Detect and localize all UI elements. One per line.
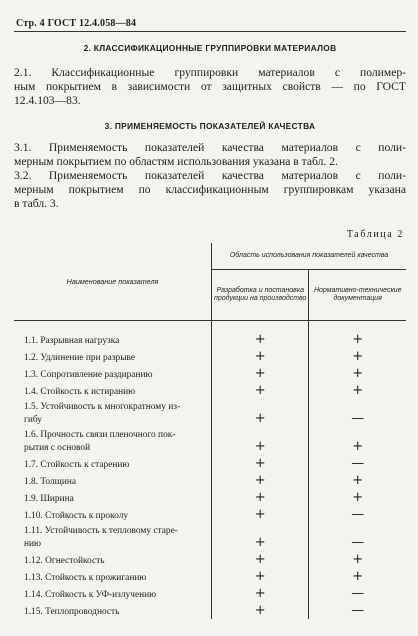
- section-3-title: 3. ПРИМЕНЯЕМОСТЬ ПОКАЗАТЕЛЕЙ КАЧЕСТВА: [104, 121, 316, 131]
- indicator-name-line: 1.10. Стойкость к проколу: [24, 511, 129, 521]
- normative-mark: —: [351, 535, 365, 550]
- indicator-name-line: 1.6. Прочность связи пленочного пок-: [24, 430, 176, 440]
- indicator-name: [14, 523, 212, 551]
- table-caption: Таблица 2: [346, 229, 404, 240]
- normative-mark: —: [351, 586, 365, 601]
- paragraph-line: 3.1. Применяемость показателей качества материалов с поли-: [14, 141, 406, 154]
- table-row: [14, 399, 406, 427]
- table-row: [14, 523, 406, 551]
- indicator-name-line: 1.5. Устойчивость к многократному из-: [24, 402, 181, 412]
- indicator-name: [14, 585, 212, 602]
- indicator-name: [14, 455, 212, 472]
- table-row: [14, 602, 406, 619]
- indicator-name: [14, 348, 212, 365]
- indicator-name-line: 1.7. Стойкость к старению: [24, 460, 130, 470]
- table-row: [14, 568, 406, 585]
- table-row: [14, 365, 406, 382]
- paragraph-line: ным покрытием в зависимости от защитных свойств — по ГОСТ: [14, 80, 406, 93]
- normative-mark: +: [352, 332, 364, 347]
- paragraph-line: в табл. 3.: [14, 197, 59, 210]
- normative-mark: —: [351, 411, 365, 426]
- development-mark: +: [212, 523, 309, 551]
- indicator-name-line: 1.14. Стойкость к УФ-излучению: [24, 590, 157, 600]
- table-row: [14, 585, 406, 602]
- development-mark: +: [212, 455, 309, 472]
- indicator-name: [14, 568, 212, 585]
- column-header-normative: Нормативно-технические документация: [309, 270, 406, 321]
- table-row: [14, 348, 406, 365]
- normative-mark: —: [351, 603, 365, 618]
- development-mark: +: [212, 427, 309, 455]
- normative-mark: +: [352, 383, 364, 398]
- column-header-name: Наименование показателя: [14, 243, 212, 321]
- development-mark: +: [212, 551, 309, 568]
- development-mark: +: [212, 348, 309, 365]
- paragraph-2-1: [14, 66, 406, 108]
- page-header: Стр. 4 ГОСТ 12.4.058—84: [16, 18, 137, 29]
- indicator-name: [14, 551, 212, 568]
- normative-mark: +: [352, 439, 364, 454]
- paragraph-line: 2.1. Классификационные группировки материалов с полимер-: [14, 66, 406, 79]
- applicability-table: [14, 243, 406, 619]
- header-rule: [14, 31, 406, 32]
- table-row: [14, 427, 406, 455]
- section-2-title: 2. КЛАССИФИКАЦИОННЫЕ ГРУППИРОВКИ МАТЕРИАЛОВ: [83, 43, 337, 53]
- indicator-name: [14, 365, 212, 382]
- normative-mark: +: [352, 366, 364, 381]
- paragraph-line: 3.2. Применяемость показателей качества материалов с поли-: [14, 169, 406, 182]
- indicator-name-line: 1.12. Огнестойкость: [24, 556, 105, 566]
- indicator-name-line: рытия с основой: [24, 443, 91, 453]
- normative-mark: +: [352, 552, 364, 567]
- paragraph-3-1: [14, 141, 406, 169]
- table-row: [14, 331, 406, 348]
- table-body: [14, 321, 406, 620]
- indicator-name: [14, 489, 212, 506]
- normative-mark: +: [352, 490, 364, 505]
- indicator-name-line: 1.9. Ширина: [24, 494, 74, 504]
- development-mark: +: [212, 585, 309, 602]
- development-mark: +: [212, 365, 309, 382]
- indicator-name-line: 1.1. Разрывная нагрузка: [24, 336, 120, 346]
- indicator-name: [14, 331, 212, 348]
- normative-mark: +: [352, 569, 364, 584]
- normative-mark: +: [352, 349, 364, 364]
- indicator-name: [14, 602, 212, 619]
- table-row: [14, 506, 406, 523]
- table-row: [14, 455, 406, 472]
- development-mark: +: [212, 506, 309, 523]
- development-mark: +: [212, 331, 309, 348]
- indicator-name-line: 1.2. Удлинение при разрыве: [24, 353, 136, 363]
- indicator-name-line: 1.15. Теплопроводность: [24, 607, 120, 617]
- normative-mark: +: [352, 473, 364, 488]
- indicator-name: [14, 427, 212, 455]
- column-header-area: Область использования показателей качества: [212, 243, 407, 270]
- indicator-name: [14, 399, 212, 427]
- table-row: [14, 551, 406, 568]
- indicator-name-line: 1.3. Сопротивление раздиранию: [24, 370, 153, 380]
- development-mark: +: [212, 568, 309, 585]
- indicator-name-line: 1.8. Толщина: [24, 477, 77, 487]
- table-row: [14, 472, 406, 489]
- table-row: [14, 489, 406, 506]
- development-mark: +: [212, 472, 309, 489]
- normative-mark: —: [351, 456, 365, 471]
- indicator-name-line: гибу: [24, 415, 42, 425]
- indicator-name: [14, 506, 212, 523]
- paragraph-line: 12.4.103—83.: [14, 94, 81, 107]
- table-row: [14, 382, 406, 399]
- indicator-name: [14, 472, 212, 489]
- paragraph-line: мерным покрытием по классификационным группировкам указана: [14, 183, 406, 196]
- paragraph-3-2: [14, 169, 406, 211]
- development-mark: +: [212, 489, 309, 506]
- development-mark: +: [212, 382, 309, 399]
- indicator-name-line: 1.13. Стойкость к прожиганию: [24, 573, 147, 583]
- paragraph-line: мерным покрытием по областям использования указана в табл. 2.: [14, 155, 338, 168]
- development-mark: +: [212, 399, 309, 427]
- indicator-name: [14, 382, 212, 399]
- development-mark: +: [212, 602, 309, 619]
- normative-mark: —: [351, 507, 365, 522]
- column-header-development: Разработка и постановка продукции на производство: [212, 270, 309, 321]
- indicator-name-line: нию: [24, 539, 42, 549]
- indicator-name-line: 1.4. Стойкость к истиранию: [24, 387, 136, 397]
- indicator-name-line: 1.11. Устойчивость к тепловому старе-: [24, 526, 178, 536]
